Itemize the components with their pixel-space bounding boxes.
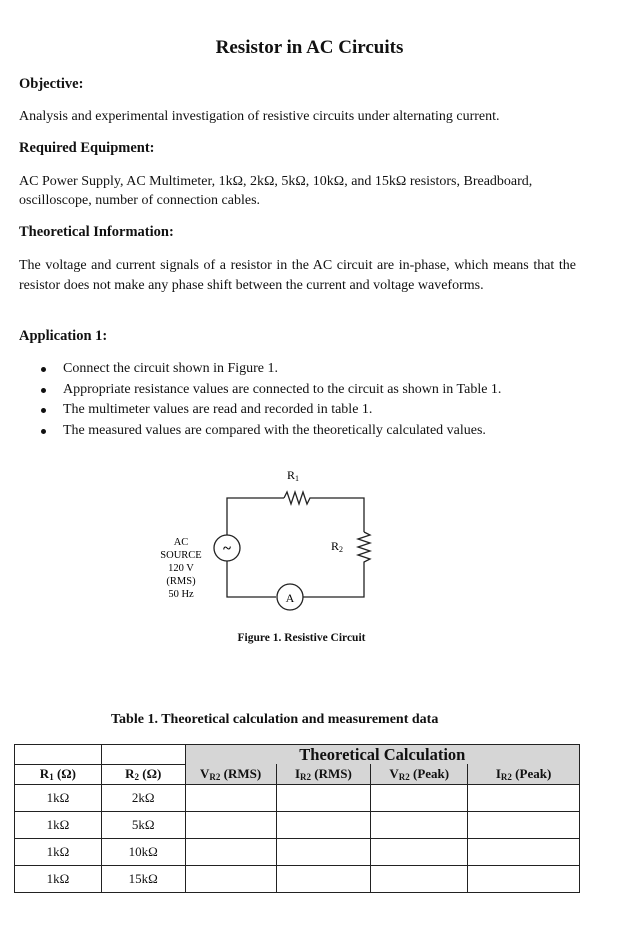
objective-heading: Objective: (19, 76, 84, 92)
wire-top-left (227, 498, 284, 535)
wire-top-right (312, 498, 364, 532)
cell-vr2-peak (371, 865, 468, 892)
cell-ir2-peak (468, 865, 580, 892)
cell-vr2-peak (371, 784, 468, 811)
column-header-ir2-peak: $I_{R2}$ (Peak) (468, 764, 580, 784)
wire-bottom-left (227, 561, 276, 597)
resistor-r2 (358, 532, 370, 565)
cell-r2: 2kΩ (101, 784, 185, 811)
equipment-heading: Required Equipment: (19, 140, 155, 156)
ammeter-label: A (285, 591, 295, 605)
circuit-diagram (150, 462, 400, 622)
cell-r1: 1kΩ (15, 811, 102, 838)
list-item: Appropriate resistance values are connected to the circuit as shown in Table 1. (19, 380, 501, 401)
table-row (15, 811, 580, 838)
cell-ir2-rms (276, 811, 371, 838)
cell-vr2-rms (185, 865, 276, 892)
source-line: SOURCE (160, 550, 202, 561)
measurement-table (14, 744, 580, 893)
column-header-r2: $R_2$ (Ω) (101, 764, 185, 784)
equipment-line-2: oscilloscope, number of connection cables. (19, 193, 261, 208)
cell-r2: 5kΩ (101, 811, 185, 838)
theory-text: The voltage and current signals of a resistor in the AC circuit are in-phase, which means that the resistor does not make any phase shift between the current and voltage waveforms. (19, 258, 576, 293)
column-header-vr2-rms: $V_{R2}$ (RMS) (185, 764, 276, 784)
cell-r2: 15kΩ (101, 865, 185, 892)
equipment-line-1: AC Power Supply, AC Multimeter, 1kΩ, 2kΩ, 5kΩ, 10kΩ, and 15kΩ resistors, Breadboard, (19, 174, 533, 189)
column-header-r1: $R_1$ (Ω) (15, 764, 102, 784)
cell-ir2-rms (276, 865, 371, 892)
r2-label: R2 (330, 539, 344, 554)
cell-ir2-peak (468, 838, 580, 865)
source-line: 120 V (168, 563, 194, 574)
cell-ir2-rms (276, 838, 371, 865)
cell-r1: 1kΩ (15, 838, 102, 865)
objective-text: Analysis and experimental investigation of resistive circuits under alternating current. (19, 109, 500, 124)
cell-vr2-peak (371, 811, 468, 838)
cell-vr2-rms (185, 811, 276, 838)
r1-label: R1 (286, 468, 300, 483)
cell-r2: 10kΩ (101, 838, 185, 865)
page-title: Resistor in AC Circuits (215, 37, 404, 58)
application-heading: Application 1: (19, 328, 108, 344)
list-item: The measured values are compared with the theoretically calculated values. (19, 421, 501, 442)
cell-r1: 1kΩ (15, 865, 102, 892)
cell-vr2-rms (185, 784, 276, 811)
source-line: (RMS) (166, 576, 196, 587)
table-row (15, 838, 580, 865)
source-line: 50 Hz (168, 589, 194, 600)
cell-ir2-peak (468, 811, 580, 838)
cell-r1: 1kΩ (15, 784, 102, 811)
header-spacer (15, 745, 102, 765)
group-header: Theoretical Calculation (185, 745, 579, 765)
table-row (15, 784, 580, 811)
source-line: AC (173, 537, 189, 548)
figure-caption: Figure 1. Resistive Circuit (237, 632, 366, 644)
header-spacer (101, 745, 185, 765)
application-steps (19, 359, 501, 442)
table-caption: Table 1. Theoretical calculation and measurement data (111, 712, 439, 727)
cell-ir2-peak (468, 784, 580, 811)
cell-vr2-rms (185, 838, 276, 865)
ac-source-tilde: ~ (223, 541, 231, 557)
cell-vr2-peak (371, 838, 468, 865)
table-row (15, 865, 580, 892)
list-item: The multimeter values are read and recorded in table 1. (19, 400, 501, 421)
list-item: Connect the circuit shown in Figure 1. (19, 359, 501, 380)
column-header-vr2-peak: $V_{R2}$ (Peak) (371, 764, 468, 784)
column-header-ir2-rms: $I_{R2}$ (RMS) (276, 764, 371, 784)
resistor-r1 (284, 492, 312, 504)
cell-ir2-rms (276, 784, 371, 811)
theory-heading: Theoretical Information: (19, 224, 174, 240)
wire-bottom-right (303, 565, 364, 597)
